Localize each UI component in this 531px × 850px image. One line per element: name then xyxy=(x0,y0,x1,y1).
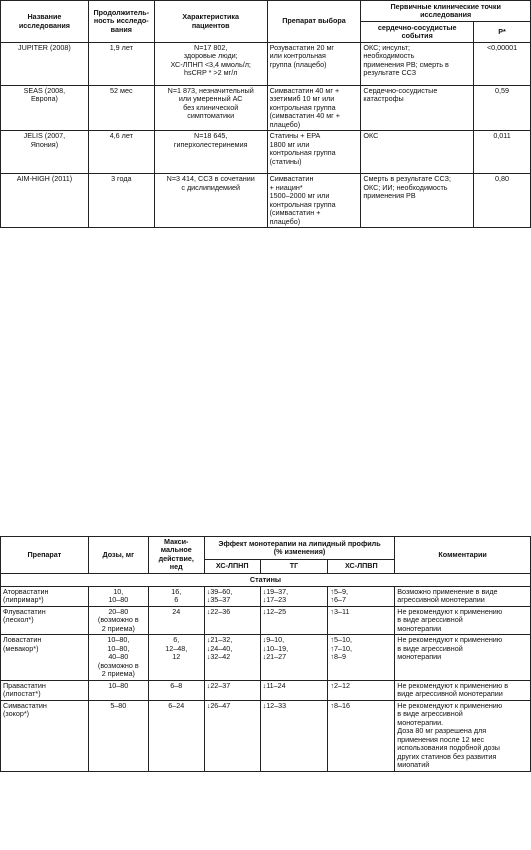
table-row xyxy=(1,586,531,606)
drug-max-effect: 6, 12–48, 12 xyxy=(148,635,204,680)
drug-tg: ↓12–33 xyxy=(260,700,328,771)
study-p-value: 0,80 xyxy=(474,174,531,228)
drug-ldl: ↓39–60, ↓35–37 xyxy=(204,586,260,606)
header-duration: Продолжитель- ность исследо- вания xyxy=(88,1,154,43)
drug-comment: Не рекомендуют к применению в виде агрессивной монотерапии xyxy=(395,680,531,700)
drug-tg: ↓19–37, ↓17–23 xyxy=(260,586,328,606)
study-duration: 1,9 лет xyxy=(88,43,154,86)
drug-dose: 10–80, 10–80, 40–80 (возможно в 2 приема) xyxy=(88,635,148,680)
header-primary-endpoints: Первичные клинические точки исследования xyxy=(361,1,531,22)
study-name: SEAS (2008, Европа) xyxy=(1,86,89,131)
table-row xyxy=(1,86,531,131)
study-patients: N=17 802, здоровые люди; ХС-ЛПНП <3,4 ммоль/л; hsCRP * >2 мг/л xyxy=(154,43,267,86)
header-tg: ТГ xyxy=(260,560,328,574)
study-patients: N=18 645, гиперхолестеринемия xyxy=(154,131,267,174)
header-comments: Комментарии xyxy=(395,537,531,574)
study-drug: Симвастатин + ниацин* 1500–2000 мг или контрольная группа (симвастатин + плацебо) xyxy=(267,174,361,228)
header-study-name: Название исследования xyxy=(1,1,89,43)
study-events: Смерть в результате ССЗ; ОКС; ИИ; необходимость применения РВ xyxy=(361,174,474,228)
table-row xyxy=(1,680,531,700)
drug-comment: Не рекомендуют к применению в виде агрессивной монотерапии. Доза 80 мг разрешена для применения после 12 мес использования подобной дозы других статинов без развития миопатий xyxy=(395,700,531,771)
drug-dose: 20–80 (возможно в 2 приема) xyxy=(88,606,148,634)
study-events: Сердечно-сосудистые катастрофы xyxy=(361,86,474,131)
header-cv-events: сердечно-сосудистые события xyxy=(361,22,474,43)
drug-tg: ↓11–24 xyxy=(260,680,328,700)
header-p-value: P* xyxy=(474,22,531,43)
study-events: ОКС xyxy=(361,131,474,174)
study-name: AIM-HIGH (2011) xyxy=(1,174,89,228)
header-max-effect: Макси- мальное действие, нед xyxy=(148,537,204,574)
drug-comment: Не рекомендуют к применению в виде агрессивной монотерапии xyxy=(395,606,531,634)
study-drug: Розувастатин 20 мг или контрольная группа (плацебо) xyxy=(267,43,361,86)
header-hdl: ХС-ЛПВП xyxy=(328,560,395,574)
header-lipid-effect: Эффект монотерапии на липидный профиль (% изменения) xyxy=(204,537,395,560)
drug-ldl: ↓21–32, ↓24–40, ↓32–42 xyxy=(204,635,260,680)
statins-table xyxy=(0,536,531,772)
study-duration: 4,6 лет xyxy=(88,131,154,174)
drug-hdl: ↑3–11 xyxy=(328,606,395,634)
drug-hdl: ↑2–12 xyxy=(328,680,395,700)
study-drug: Симвастатин 40 мг + эзетимиб 10 мг или контрольная группа (симвастатин 40 мг + плацебо) xyxy=(267,86,361,131)
drug-name: Ловастатин (мевакор*) xyxy=(1,635,89,680)
study-patients: N=3 414, ССЗ в сочетании с дислипидемией xyxy=(154,174,267,228)
drug-name: Флувастатин (лескол*) xyxy=(1,606,89,634)
drug-ldl: ↓22–37 xyxy=(204,680,260,700)
table-row xyxy=(1,606,531,634)
study-name: JUPITER (2008) xyxy=(1,43,89,86)
drug-dose: 5–80 xyxy=(88,700,148,771)
drug-comment: Возможно применение в виде агрессивной монотерапии xyxy=(395,586,531,606)
study-duration: 52 мес xyxy=(88,86,154,131)
header-drug: Препарат xyxy=(1,537,89,574)
drug-hdl: ↑5–10, ↑7–10, ↑8–9 xyxy=(328,635,395,680)
drug-max-effect: 24 xyxy=(148,606,204,634)
drug-comment: Не рекомендуют к применению в виде агрессивной монотерапии xyxy=(395,635,531,680)
drug-max-effect: 16, 6 xyxy=(148,586,204,606)
table-row xyxy=(1,700,531,771)
study-p-value: 0,011 xyxy=(474,131,531,174)
study-drug: Статины + EPA 1800 мг или контрольная группа (статины) xyxy=(267,131,361,174)
table-row xyxy=(1,131,531,174)
table-row xyxy=(1,635,531,680)
drug-max-effect: 6–24 xyxy=(148,700,204,771)
drug-ldl: ↓26–47 xyxy=(204,700,260,771)
table-row xyxy=(1,43,531,86)
drug-name: Аторвастатин (липримар*) xyxy=(1,586,89,606)
drug-name: Симвастатин (зокор*) xyxy=(1,700,89,771)
drug-hdl: ↑8–16 xyxy=(328,700,395,771)
drug-dose: 10–80 xyxy=(88,680,148,700)
drug-tg: ↓12–25 xyxy=(260,606,328,634)
header-drug-choice: Препарат выбора xyxy=(267,1,361,43)
header-patients: Характеристика пациентов xyxy=(154,1,267,43)
drug-name: Правастатин (липостат*) xyxy=(1,680,89,700)
table-row xyxy=(1,174,531,228)
clinical-trials-table xyxy=(0,0,531,228)
header-dose: Дозы, мг xyxy=(88,537,148,574)
study-name: JELIS (2007, Япония) xyxy=(1,131,89,174)
drug-dose: 10, 10–80 xyxy=(88,586,148,606)
study-events: ОКС; инсульт; необходимость применения РВ; смерть в результате ССЗ xyxy=(361,43,474,86)
study-duration: 3 года xyxy=(88,174,154,228)
section-statins: Статины xyxy=(1,573,531,586)
study-patients: N=1 873, незначительный или умеренный АС без клинической симптоматики xyxy=(154,86,267,131)
drug-ldl: ↓22–36 xyxy=(204,606,260,634)
study-p-value: 0,59 xyxy=(474,86,531,131)
study-p-value: <0,00001 xyxy=(474,43,531,86)
drug-hdl: ↑5–9, ↑6–7 xyxy=(328,586,395,606)
header-ldl: ХС-ЛПНП xyxy=(204,560,260,574)
drug-max-effect: 6–8 xyxy=(148,680,204,700)
drug-tg: ↓9–10, ↓10–19, ↓21–27 xyxy=(260,635,328,680)
